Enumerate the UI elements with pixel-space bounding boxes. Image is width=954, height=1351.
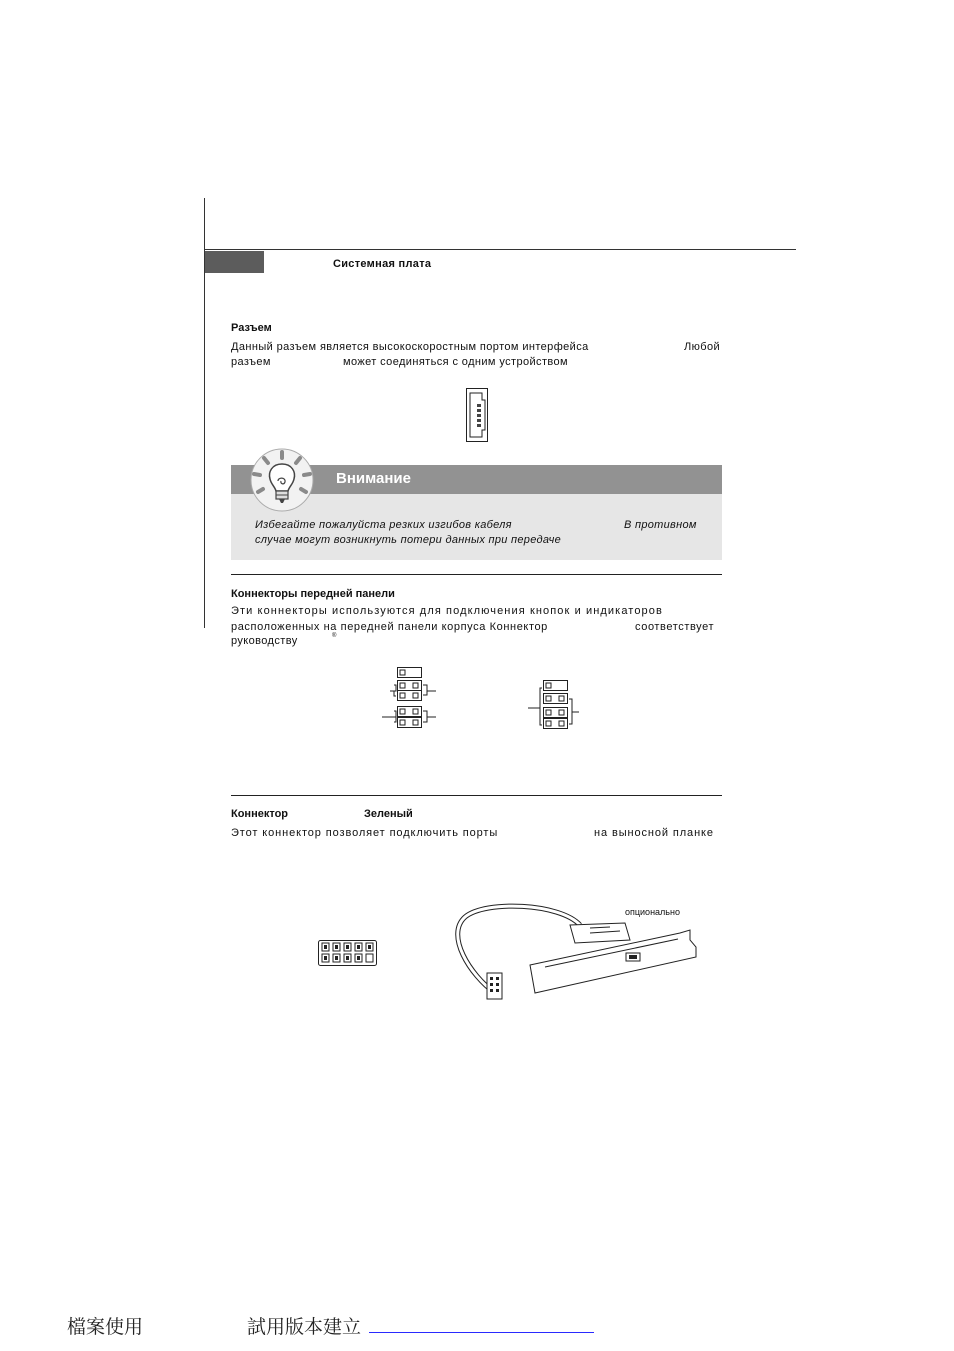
page-header-title: Системная плата	[333, 258, 432, 270]
header-tab-block	[205, 251, 264, 273]
note-text-line2: случае могут возникнуть потери данных при передаче	[255, 534, 561, 546]
usb-pin-header-icon	[318, 940, 378, 968]
usb-bracket-illustration	[450, 895, 700, 1005]
sata-connector-icon	[466, 388, 488, 442]
note-text-line1b: В противном	[624, 519, 697, 531]
front-panel-text-line3: руководству	[231, 635, 298, 647]
footer-right-text: 試用版本建立	[247, 1316, 362, 1338]
usb-heading-b: Зеленый	[364, 808, 413, 820]
front-panel-text-line2a: расположенных на передней панели корпуса Коннектор	[231, 621, 548, 633]
front-panel-text-line1: Эти коннекторы используются для подключения кнопок и индикаторов	[231, 605, 663, 617]
header-rule	[204, 249, 796, 250]
usb-bracket-optional-label: опционально	[625, 907, 680, 917]
note-title: Внимание	[336, 470, 411, 487]
sata-heading: Разъем	[231, 322, 272, 334]
footer-left-text: 檔案使用	[67, 1316, 144, 1338]
lightbulb-icon	[248, 446, 318, 514]
note-text-line1a: Избегайте пожалуйста резких изгибов кабеля	[255, 519, 512, 531]
front-panel-connector-1-icon	[380, 667, 440, 729]
sata-text-line2b: может соединяться с одним устройством	[343, 356, 568, 368]
sata-text-line1b: Любой	[684, 341, 721, 353]
sata-text-line2a: разъем	[231, 356, 271, 368]
sata-text-line1a: Данный разъем является высокоскоростным портом интерфейса	[231, 341, 589, 353]
registered-mark: ®	[332, 633, 337, 639]
section-divider-usb	[231, 795, 722, 796]
usb-heading-a: Коннектор	[231, 808, 289, 820]
usb-text-line1b: на выносной планке	[594, 827, 714, 839]
footer-link-underline[interactable]	[369, 1332, 594, 1333]
front-panel-connector-2-icon	[527, 680, 583, 732]
section-divider-front-panel	[231, 574, 722, 575]
usb-text-line1a: Этот коннектор позволяет подключить порты	[231, 827, 499, 839]
front-panel-heading: Коннекторы передней панели	[231, 588, 395, 600]
front-panel-text-line2b: соответствует	[635, 621, 715, 633]
